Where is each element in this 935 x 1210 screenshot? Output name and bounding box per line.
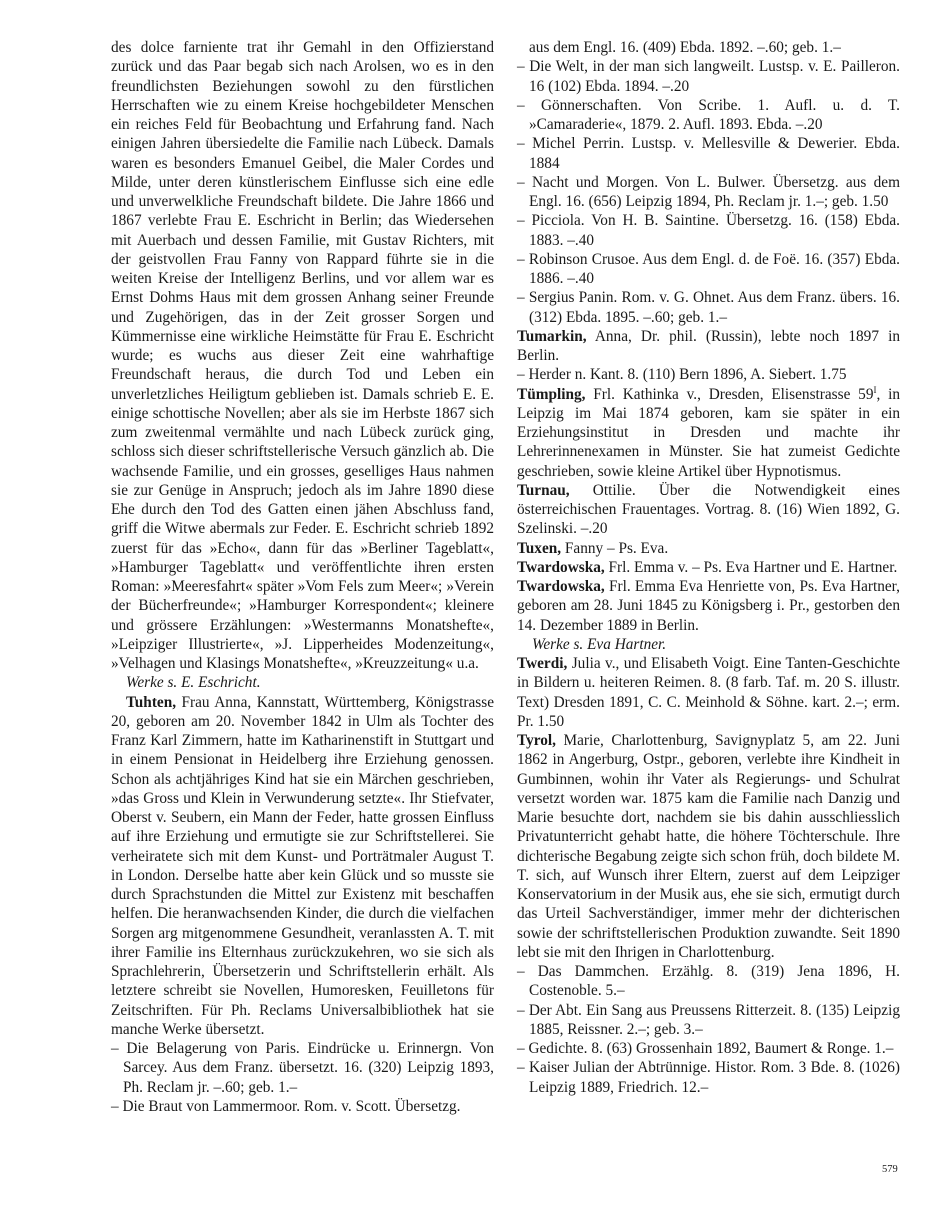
eschricht-biography-continuation: des dolce farniente trat ihr Gemahl in den Offizierstand zurück und das Paar begab sich nach Arolsen, wo es in den freundlichsten Beziehungen sowohl zu den fürstlichen Herrschaften wie zu einem Kreise hochgebildeter Menschen ein reiches Feld für Beobachtung und Erfahrung fand. Nach einigen Jahren übersiedelte die Familie nach Lübeck. Damals waren es besonders Emanuel Geibel, die Maler Cordes und Milde, unter deren künstlerischem Einflusse sich eine edle und unverwelkliche Freundschaft bildete. Die Jahre 1866 und 1867 verlebte Frau E. Eschricht in Berlin; das Wiedersehen mit Auerbach und dessen Familie, mit Gustav Richters, mit der geistvollen Frau Fanny von Rappard führte sie in die weiten Kreise der Intelligenz Berlins, und vor allem war es Ernst Dohms Haus mit dem grossen Anhang seiner Freunde und Zugehörigen, das in der Zeit grosser Sorgen und Kümmernisse eine wirkliche Heimstätte für Frau E. Eschricht wurde; es wuchs aus dieser Zeit eine wahrhaftige Freundschaft heraus, die durch Tod und Leben ein unverletzliches Heiligtum geblieben ist. Damals schrieb E. E. einige schottische Novellen; aber als sie im Herbste 1867 sich zum zweitenmal vermählte und nach Lübeck zurück ging, schloss sich dieser schriftstellerische Versuch gänzlich ab. Die wachsende Familie, und ein grosses, geselliges Haus nahmen sie zur Genüge in Anspruch; jedoch als im Jahre 1890 diese Ehe durch den Tod des Gatten einen jähen Abschluss fand, griff die Witwe abermals zur Feder. E. Eschricht schrieb 1892 zuerst für das »Echo«, dann für das »Berliner Tageblatt«, »Hamburger Tageblatt« und veröffentlichte ihren ersten Roman: »Meeresfahrt« später »Vom Fels zum Meer«; »Verein der Bücherfreunde«; »Hamburger Korrespondent«; kleinere und grössere Erzählungen: »Westermanns Monatshefte«, »Leipziger Illustrierte«, »J. Lipperheides Modenzeitung«, »Velhagen und Klasings Monatshefte«, »Kreuzzeitung« u.a. — [111, 39, 494, 672]
right-column — [517, 38, 900, 1097]
entry-text: Frau Anna, Kannstatt, Württemberg, Königstrasse 20, geboren am 20. November 1842 in Ulm als Tochter des Franz Karl Zimmern, hatte im Katharinenstift in Stuttgart und in einem Pensionat in Heidelberg ihre Erziehung genossen. Schon als achtjähriges Kind hat sie ein Märchen geschrieben, »das Gross und Klein in Verwunderung setzte«. Ihr Stiefvater, Oberst v. Seubern, ein Mann der Feder, hatte grossen Einfluss auf ihre Erziehung und ermutigte sie zur Schriftstellerei. Sie verheiratete sich mit dem Kunst- und Porträtmaler August T. in London. Derselbe hatte aber kein Glück und so musste sie durch Sprachstunden die Mittel zur Existenz mit beschaffen helfen. Die heranwachsenden Kinder, die durch die vielfachen Sorgen arg mitgenommene Gesundheit, veranlassten A. T. mit ihrer Familie ins Elternhaus zurückzukehren, wo sie sich als Sprachlehrerin, Übersetzerin und Schriftstellerin erhält. Als letztere schreibt sie Novellen, Humoresken, Feuilletons für Zeitschriften. Für Ph. Reclams Universalbibliothek hat sie manche Werke übersetzt. — [111, 693, 494, 1038]
entry-text: Fanny – Ps. Eva. — [561, 539, 669, 557]
entry-text: Marie, Charlottenburg, Savignyplatz 5, am 22. Juni 1862 in Angerburg, Ostpr., geboren, verlebte ihre Kindheit in Gumbinnen, wohin ihr Vater als Regierungs- und Schulrat versetzt worden war. 1875 kam die Familie nach Danzig und Marie besuchte dort, nachdem sie bis dahin ausschliesslich Privatunterricht gehabt hatte, die höhere Töchterschule. Ihre dichterische Begabung zeigte sich schon früh, doch bildete M. T. sich, auf Wunsch ihrer Eltern, zuerst auf dem Leipziger Konservatorium in der Musik aus, ehe sie sich, ermutigt durch das Urteil Sachverständiger, immer mehr der dichterischen sowie der schriftstellerischen Produktion zuwandte. Seit 1890 lebt sie mit den Ihrigen in Charlottenburg. — [517, 732, 900, 961]
work-list-item: – Die Welt, in der man sich langweilt. Lustsp. v. E. Pailleron. 16 (102) Ebda. 1894. –.20 — [517, 58, 900, 95]
entry-tumarkin — [517, 327, 900, 366]
entry-twardowska-2 — [517, 577, 900, 635]
work-list-item: – Herder n. Kant. 8. (110) Bern 1896, A. Siebert. 1.75 — [517, 366, 847, 384]
work-list-item: – Gedichte. 8. (63) Grossenhain 1892, Baumert & Ronge. 1.– — [517, 1040, 894, 1057]
entry-headword: Tumarkin, — [517, 327, 587, 345]
works-reference: Werke s. E. Eschricht. — [126, 674, 261, 692]
work-list-item: – Sergius Panin. Rom. v. G. Ohnet. Aus dem Franz. übers. 16. (312) Ebda. 1895. –.60; geb. 1.– — [517, 289, 900, 326]
entry-turnau — [517, 481, 900, 539]
entry-text: Frl. Emma Eva Henriette von, Ps. Eva Hartner, geboren am 28. Juni 1845 zu Königsberg i. Pr., gestorben den 14. Dezember 1889 in Berlin. — [517, 578, 900, 634]
work-list-item: – Kaiser Julian der Abtrünnige. Histor. Rom. 3 Bde. 8. (1026) Leipzig 1889, Friedrich. 12.– — [517, 1059, 900, 1096]
entry-headword: Twardowska, — [517, 558, 605, 576]
work-list-item: – Gönnerschaften. Von Scribe. 1. Aufl. u. d. T. »Camaraderie«, 1879. 2. Aufl. 1893. Ebda. –.20 — [517, 96, 900, 133]
works-reference: Werke s. Eva Hartner. — [532, 635, 667, 653]
work-list-item: – Das Dammchen. Erzählg. 8. (319) Jena 1896, H. Costenoble. 5.– — [517, 963, 900, 1000]
entry-headword: Tuhten, — [126, 693, 177, 711]
page-number: 579 — [882, 1164, 898, 1175]
entry-text: Ottilie. Über die Notwendigkeit eines österreichischen Frauentages. Vortrag. 8. (16) Wien 1892, G. Szelinski. –.20 — [517, 481, 900, 538]
entry-headword: Tuxen, — [517, 539, 562, 557]
work-list-item: – Michel Perrin. Lustsp. v. Mellesville & Dewerier. Ebda. 1884 — [517, 135, 900, 172]
work-list-item: – Picciola. Von H. B. Saintine. Übersetzg. 16. (158) Ebda. 1883. –.40 — [517, 212, 900, 249]
work-list-item-continuation: aus dem Engl. 16. (409) Ebda. 1892. –.60; geb. 1.– — [529, 39, 841, 56]
entry-tuempling — [517, 385, 900, 481]
entry-headword: Tümpling, — [517, 385, 586, 403]
work-list-item: – Nacht und Morgen. Von L. Bulwer. Übersetzg. aus dem Engl. 16. (656) Leipzig 1894, Ph. Reclam jr. 1.–; geb. 1.50 — [517, 173, 900, 210]
work-list-item: – Die Braut von Lammermoor. Rom. v. Scott. Übersetzg. — [111, 1097, 461, 1115]
entry-headword: Tyrol, — [517, 732, 556, 749]
entry-headword: Turnau, — [517, 481, 570, 499]
entry-tuxen — [517, 539, 900, 558]
entry-text: Frl. Kathinka v., Dresden, Elisenstrasse 59 — [585, 385, 874, 403]
work-list-item: – Der Abt. Ein Sang aus Preussens Ritterzeit. 8. (135) Leipzig 1885, Reissner. 2.–; geb. 3.– — [517, 1001, 900, 1038]
left-column — [111, 38, 494, 1116]
entry-text: Julia v., und Elisabeth Voigt. Eine Tanten-Geschichte in Bildern u. heiteren Reimen. 8. (8 farb. Taf. m. 20 S. illustr. Text) Dresden 1891, C. C. Meinhold & Söhne. kart. 2.–; erm. Pr. 1.50 — [517, 655, 900, 730]
work-list-item: – Robinson Crusoe. Aus dem Engl. d. de Foë. 16. (357) Ebda. 1886. –.40 — [517, 250, 900, 287]
work-list-item: – Die Belagerung von Paris. Eindrücke u. Erinnergn. Von Sarcey. Aus dem Franz. übersetzt. 16. (320) Leipzig 1893, Ph. Reclam jr. –.60; geb. 1.– — [111, 1040, 494, 1096]
entry-text: Anna, Dr. phil. (Russin), lebte noch 1897 in Berlin. — [517, 327, 900, 364]
entry-tuhten — [111, 693, 494, 1040]
entry-text: Frl. Emma v. – Ps. Eva Hartner und E. Hartner. — [604, 558, 898, 576]
entry-twardowska-1 — [517, 558, 900, 577]
entry-twerdi — [517, 654, 900, 731]
address-superscript: I — [873, 384, 877, 395]
entry-tyrol — [517, 731, 900, 962]
entry-headword: Twerdi, — [517, 655, 568, 672]
entry-headword: Twardowska, — [517, 578, 605, 595]
entry-text-rest: , in Leipzig im Mai 1874 geboren, kam sie später in ein Erziehungsinstitut in Dresden und machte ihr Lehrerinnenexamen in Münster. Sie hat zumeist Gedichte geschrieben, sowie kleine Artikel über Hypnotismus. — [517, 385, 900, 480]
